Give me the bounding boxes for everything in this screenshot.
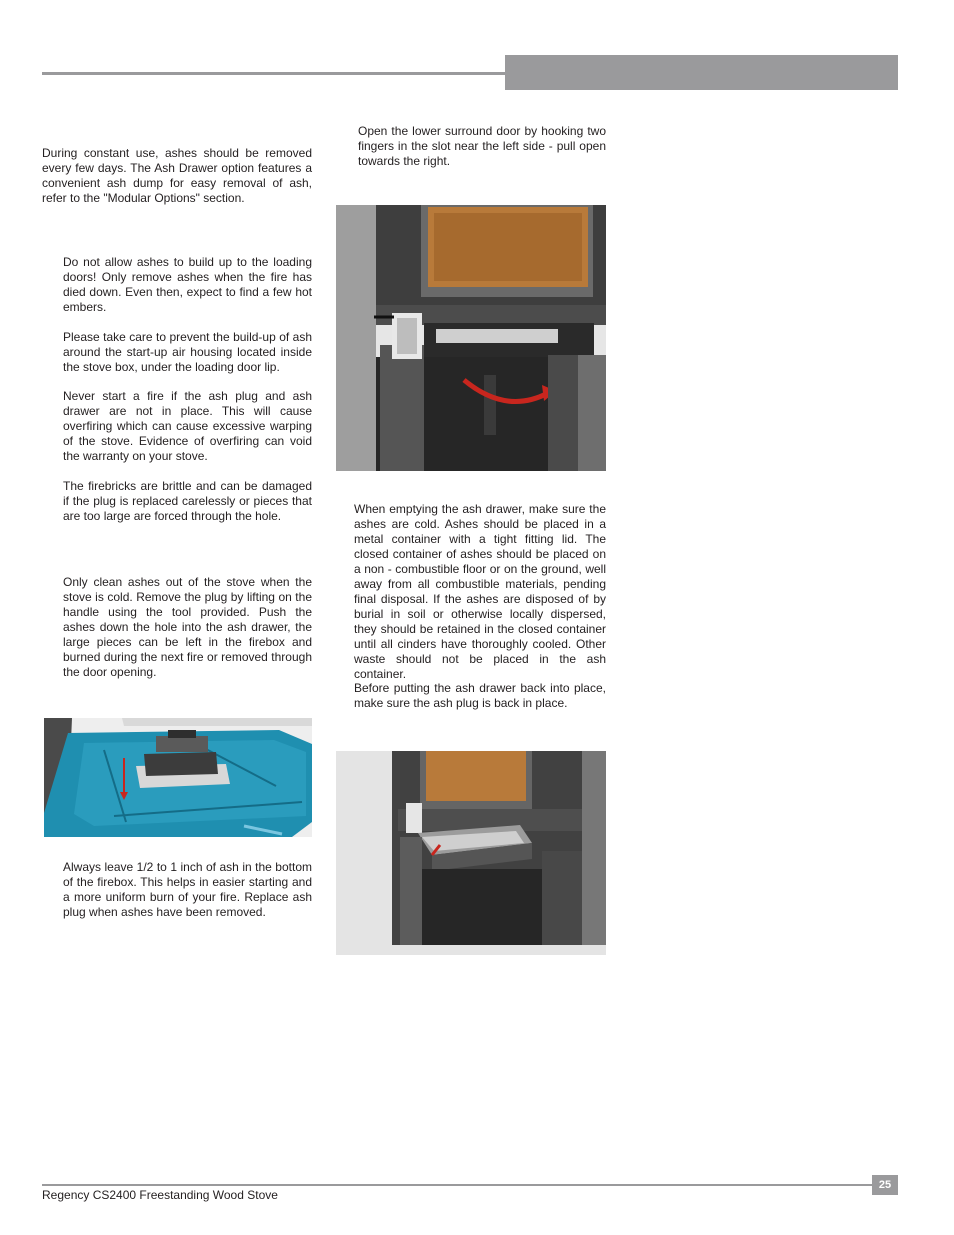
ash-drawer-figure	[336, 751, 606, 955]
header-bar	[505, 55, 898, 90]
warning-overfiring: Never start a fire if the ash plug and ash drawer are not in place. This will cause overfiring which can cause excessive warping of the stove. Evidence of overfiring can void the warranty on your stove.	[63, 389, 312, 463]
emptying-instructions: When emptying the ash drawer, make sure the ashes are cold. Ashes should be placed in a metal container with a tight fitting lid. The closed container of ashes should be placed on a non - combustible floor or on the ground, well away from all combustible materials, pending final disposal. If the ashes are disposed of by burial in soil or otherwise locally dispersed, they should be retained in the closed container until all cinders have thoroughly cooled. Other waste should not be placed in the ash container.	[354, 502, 606, 681]
warning-firebricks: The firebricks are brittle and can be damaged if the plug is replaced carelessly or pieces that are too large are forced through the hole.	[63, 479, 312, 523]
warning-startup-air: Please take care to prevent the build-up of ash around the start-up air housing located inside the stove box, under the loading door lip.	[63, 330, 312, 374]
cleaning-instructions: Only clean ashes out of the stove when the stove is cold. Remove the plug by lifting on the handle using the tool provided. Push the ashes down the hole into the ash drawer, the large pieces can be left in the firebox and burned during the next fire or removed through the door opening.	[63, 575, 312, 679]
open-door-instructions: Open the lower surround door by hooking two fingers in the slot near the left side - pull open towards the right.	[358, 124, 606, 168]
open-door-figure	[336, 205, 606, 471]
intro-paragraph: During constant use, ashes should be removed every few days. The Ash Drawer option features a convenient ash dump for easy removal of ash, refer to the "Modular Options" section.	[42, 146, 312, 205]
ash-plug-figure	[44, 718, 312, 837]
header-rule	[42, 72, 505, 75]
page-number: 25	[872, 1175, 898, 1195]
replace-drawer-instructions: Before putting the ash drawer back into place, make sure the ash plug is back in place.	[354, 681, 606, 710]
ash-depth-note: Always leave 1/2 to 1 inch of ash in the bottom of the firebox. This helps in easier starting and a more uniform burn of your fire. Replace ash plug when ashes have been removed.	[63, 860, 312, 919]
footer-title: Regency CS2400 Freestanding Wood Stove	[42, 1188, 278, 1202]
footer-rule	[42, 1184, 898, 1186]
warning-ash-buildup: Do not allow ashes to build up to the loading doors! Only remove ashes when the fire has died down. Even then, expect to find a few hot embers.	[63, 255, 312, 314]
